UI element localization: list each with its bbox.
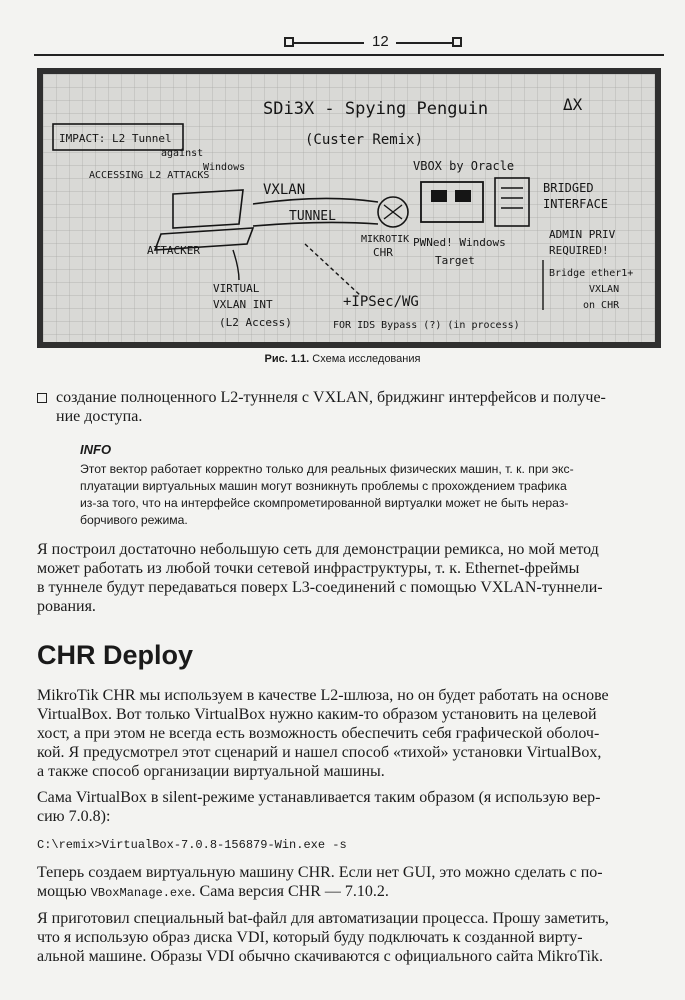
sketch-title: SDi3X - Spying Penguin bbox=[263, 99, 489, 119]
info-line-4: борчивого режима. bbox=[80, 513, 188, 527]
bridged-label: BRIDGED bbox=[543, 181, 594, 195]
required-label: REQUIRED! bbox=[549, 244, 609, 257]
vbox-label: VBOX by Oracle bbox=[413, 159, 515, 173]
caption-label: Рис. 1.1. bbox=[264, 353, 310, 365]
bullet-square-icon bbox=[37, 393, 47, 403]
tunnel-label: TUNNEL bbox=[289, 209, 336, 224]
sketch-subtitle: (Custer Remix) bbox=[305, 132, 424, 148]
admin-priv-label: ADMIN PRIV bbox=[549, 228, 616, 241]
hand-drawn-sketch bbox=[43, 74, 655, 342]
paragraph-line: может работать из любой точки сетевой инфраструктуры, т. к. Ethernet-фреймы bbox=[37, 560, 580, 577]
paragraph-line: сию 7.0.8): bbox=[37, 808, 111, 825]
bullet-line-2: ние доступа. bbox=[56, 408, 143, 425]
paragraph-line: рования. bbox=[37, 598, 96, 615]
ornament-line-right bbox=[396, 42, 452, 44]
caption-text: Схема исследования bbox=[312, 353, 421, 365]
paragraph-line: Теперь создаем виртуальную машину CHR. Если нет GUI, это можно сделать с по- bbox=[37, 864, 603, 881]
paragraph-line: хост, а при этом не всегда есть возможность обеспечить себя графической оболоч- bbox=[37, 725, 600, 742]
paragraph-line: Я построил достаточно небольшую сеть для демонстрации ремикса, но мой метод bbox=[37, 541, 599, 558]
impact-against: against bbox=[161, 148, 204, 159]
research-schema-figure bbox=[37, 68, 661, 348]
bullet-item bbox=[56, 388, 662, 426]
vboxmanage-code: VBoxManage.exe bbox=[90, 886, 192, 900]
target-label: Target bbox=[435, 254, 475, 267]
bridge-ether-label: Bridge ether1+ bbox=[549, 268, 634, 279]
section-heading: CHR Deploy bbox=[37, 640, 194, 670]
interface-label: INTERFACE bbox=[543, 197, 609, 211]
install-command: C:\remix>VirtualBox-7.0.8-156879-Win.exe -s bbox=[37, 838, 347, 852]
info-text bbox=[80, 461, 662, 529]
bridge-vxlan-label: VXLAN bbox=[589, 284, 620, 295]
paragraph-line: VirtualBox. Вот только VirtualBox нужно каким-то образом установить на целевой bbox=[37, 706, 597, 723]
impact-label: IMPACT: L2 Tunnel bbox=[59, 132, 172, 145]
info-line-1: Этот вектор работает корректно только для реальных физических машин, т. к. при экс- bbox=[80, 462, 574, 476]
ornament-square-right bbox=[452, 37, 462, 47]
ornament-square-left bbox=[284, 37, 294, 47]
running-header bbox=[34, 28, 664, 58]
vxlan-label: VXLAN bbox=[263, 182, 306, 198]
paragraph-line: что я использую образ диска VDI, который буду подключать к созданной вирту- bbox=[37, 929, 583, 946]
on-chr-label: on CHR bbox=[583, 300, 620, 311]
attacker-label: ATTACKER bbox=[147, 244, 200, 257]
paragraph-line: MikroTik CHR мы используем в качестве L2-шлюза, но он будет работать на основе bbox=[37, 687, 609, 704]
chr-label: CHR bbox=[373, 246, 393, 259]
paragraph-line: Я приготовил специальный bat-файл для автоматизации процесса. Прошу заметить, bbox=[37, 910, 609, 927]
paragraph-silent-install bbox=[37, 788, 662, 826]
virtual-label: VIRTUAL bbox=[213, 282, 260, 295]
paragraph-line: мощью VBoxManage.exe. Сама версия CHR — 7.10.2. bbox=[37, 883, 389, 900]
info-note bbox=[80, 442, 662, 529]
paragraph-line: кой. Я предусмотрел этот сценарий и нашел способ «тихой» установки VirtualBox, bbox=[37, 744, 602, 761]
impact-windows: Windows bbox=[203, 162, 246, 173]
paragraph-create-vm bbox=[37, 863, 662, 903]
paragraph-bat-file bbox=[37, 909, 662, 966]
ids-bypass-label: FOR IDS Bypass (?) (in process) bbox=[333, 320, 520, 331]
info-title: INFO bbox=[80, 442, 112, 457]
mikrotik-label: MIKROTIK bbox=[361, 234, 410, 245]
sketch-corner-mark: ΔX bbox=[563, 95, 583, 114]
ipsec-label: +IPSec/WG bbox=[343, 294, 419, 310]
paragraph-line: а также способ организации виртуальной машины. bbox=[37, 763, 385, 780]
header-rule bbox=[34, 54, 664, 56]
virtual-vxlan-int-label: VXLAN INT bbox=[213, 298, 273, 311]
page-number-ornament bbox=[284, 33, 464, 53]
info-line-3: из-за того, что на интерфейсе скомпрометированной виртуалки может не быть нераз- bbox=[80, 496, 569, 510]
accessing-label: ACCESSING L2 ATTACKS bbox=[89, 170, 210, 181]
ornament-line-left bbox=[294, 42, 364, 44]
paragraph-network bbox=[37, 540, 662, 616]
paragraph-chr bbox=[37, 686, 662, 781]
figure-caption bbox=[0, 353, 685, 365]
info-line-2: плуатации виртуальных машин могут возникнуть проблемы с прохождением трафика bbox=[80, 479, 567, 493]
sketch-drawing bbox=[43, 74, 655, 342]
paragraph-line: Сама VirtualBox в silent-режиме устанавливается таким образом (я использую вер- bbox=[37, 789, 601, 806]
page-number: 12 bbox=[372, 33, 389, 50]
bullet-line-1: создание полноценного L2-туннеля с VXLAN, бриджинг интерфейсов и получе- bbox=[56, 389, 606, 406]
paragraph-line: в туннеле будут передаваться поверх L3-соединений с помощью VXLAN-туннели- bbox=[37, 579, 603, 596]
pwned-label: PWNed! Windows bbox=[413, 236, 506, 249]
paragraph-line: альной машине. Образы VDI обычно скачиваются с официального сайта MikroTik. bbox=[37, 948, 603, 965]
l2-access-label: (L2 Access) bbox=[219, 316, 292, 329]
